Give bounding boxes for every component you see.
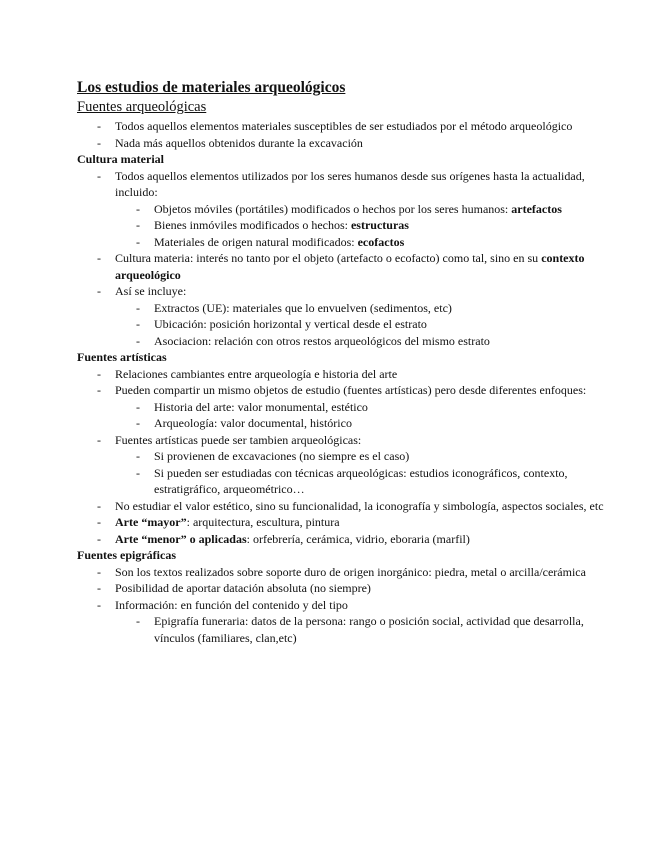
sublist-item-text: Materiales de origen natural modificados: [154,234,358,249]
section-title-fuentes-artisticas: Fuentes artísticas [77,350,167,364]
list-item-text: Información: en función del contenido y del tipo [115,597,348,612]
sublist [115,613,607,646]
list-item: - No estudiar el valor estético, sino su funcionalidad, la iconografía y simbología, aspectos sociales, etc [115,498,607,515]
sublist-item: - Arqueología: valor documental, histórico [154,415,607,432]
sublist [115,448,607,498]
sublist-item: - Si provienen de excavaciones (no siempre es el caso) [154,448,607,465]
sublist [115,300,607,350]
list-item-text: : arquitectura, escultura, pintura [186,515,340,529]
document-page [77,78,607,646]
list-item [115,432,607,498]
sublist-item: - Extractos (UE): materiales que lo envuelven (sedimentos, etc) [154,300,607,317]
section-title-fuentes-epigraficas: Fuentes epigráficas [77,548,176,562]
sublist-item-text: Objetos móviles (portátiles) modificados o hechos por los seres humanos: [154,201,512,216]
list-item: - Relaciones cambiantes entre arqueología e historia del arte [115,366,607,383]
list-item-term: Arte “mayor” [115,515,187,529]
list-item-text: Cultura materia: interés no tanto por el objeto (artefacto o ecofacto) como tal, sino en su [115,251,542,265]
list-item [115,514,607,531]
list-fuentes-arqueologicas [77,118,607,151]
sublist-item [154,234,607,251]
list-item [115,531,607,548]
sublist-item-text: Bienes inmóviles modificados o hechos: [154,218,351,232]
page-title: Los estudios de materiales arqueológicos [77,79,346,96]
list-item [115,168,607,251]
list-item-term: Arte “menor” o aplicadas [115,531,247,546]
list-item-text: : orfebrería, cerámica, vidrio, eboraria (marfil) [246,531,470,546]
list-item: - Todos aquellos elementos materiales susceptibles de ser estudiados por el método arqueológico [115,118,607,135]
list-item [115,283,607,349]
list-item-text: Todos aquellos elementos utilizados por los seres humanos desde sus orígenes hasta la actualidad, incluido: [115,168,585,199]
sublist-item: - Ubicación: posición horizontal y vertical desde el estrato [154,316,607,333]
sublist-item: - Si pueden ser estudiadas con técnicas arqueológicas: estudios iconográficos, contexto, estratigráfico, arqueométrico… [154,465,607,498]
list-item [115,382,607,432]
sublist-item: - Historia del arte: valor monumental, estético [154,399,607,416]
sublist-item: - Asociacion: relación con otros restos arqueológicos del mismo estrato [154,333,607,350]
sublist [115,201,607,251]
list-fuentes-epigraficas [77,564,607,647]
list-cultura-material [77,168,607,350]
section-title-cultura-material: Cultura material [77,152,164,166]
list-item [115,250,607,283]
sublist-item-term: ecofactos [357,234,405,249]
list-item: - Son los textos realizados sobre soporte duro de origen inorgánico: piedra, metal o arcilla/cerámica [115,564,607,581]
list-item-term: contexto arqueológico [115,251,585,282]
sublist-item [154,201,607,218]
sublist-item-term: artefactos [511,201,562,216]
list-item: - Nada más aquellos obtenidos durante la excavación [115,135,607,152]
list-item: - Posibilidad de aportar datación absoluta (no siempre) [115,580,607,597]
list-item-text: Así se incluye: [115,284,187,298]
sublist-item-term: estructuras [350,218,409,232]
list-item-text: Pueden compartir un mismo objetos de estudio (fuentes artísticas) pero desde diferentes enfoques: [115,383,587,397]
list-item-text: Fuentes artísticas puede ser tambien arqueológicas: [115,432,362,447]
list-item [115,597,607,647]
list-fuentes-artisticas [77,366,607,548]
sublist [115,399,607,432]
section-title-fuentes-arqueologicas: Fuentes arqueológicas [77,99,207,115]
sublist-item [154,217,607,234]
sublist-item: - Epigrafía funeraria: datos de la persona: rango o posición social, actividad que desarrolla, vínculos (familiares, clan,etc) [154,613,607,646]
